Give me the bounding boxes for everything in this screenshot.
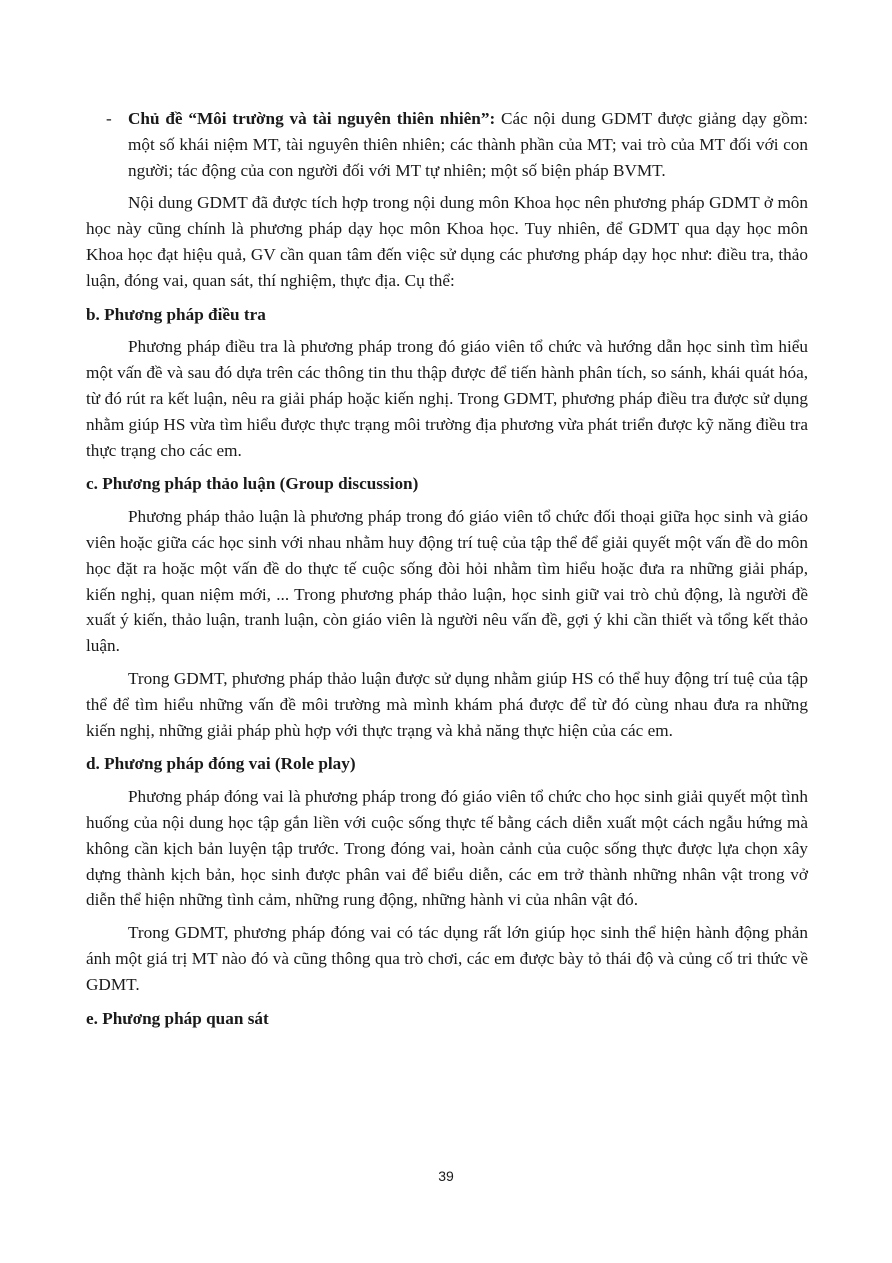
section-c-paragraph-2: Trong GDMT, phương pháp thảo luận được sử dụng nhằm giúp HS có thể huy động trí tuệ của tập thể để tìm hiểu những vấn đề môi trường mà mình khám phá được để từ đó cùng nhau đưa ra những kiến nghị, những giải pháp phù hợp với thực trạng và khả năng thực hiện của các em.: [86, 668, 808, 740]
intro-paragraph: Nội dung GDMT đã được tích hợp trong nội dung môn Khoa học nên phương pháp GDMT ở môn học này cũng chính là phương pháp dạy học môn Khoa học. Tuy nhiên, để GDMT qua dạy học môn Khoa học đạt hiệu quả, GV cần quan tâm đến việc sử dụng các phương pháp dạy học như: điều tra, thảo luận, đóng vai, quan sát, thí nghiệm, thực địa. Cụ thể:: [86, 193, 808, 290]
section-d-paragraph-1: Phương pháp đóng vai là phương pháp trong đó giáo viên tổ chức cho học sinh giải quyết một tình huống của nội dung học tập gắn liền với cuộc sống thực tế bằng cách diễn xuất một cách ngẫu hứng mà không cần kịch bản luyện tập trước. Trong đóng vai, hoàn cảnh của cuộc sống thực được lựa chọn xây dựng thành kịch bản, học sinh được phân vai để biểu diễn, các em trở thành những nhân vật trong vở diễn thể hiện những tình cảm, những rung động, những hành vi của nhân vật đó.: [86, 787, 808, 910]
bullet-dash: -: [106, 109, 112, 128]
section-heading-b: b. Phương pháp điều tra: [86, 304, 266, 324]
section-heading-c: c. Phương pháp thảo luận (Group discussion): [86, 474, 419, 494]
bullet-lead: Chủ đề “Môi trường và tài nguyên thiên nhiên”:: [128, 109, 496, 128]
bullet-item: [86, 106, 808, 183]
section-b-paragraph-1: Phương pháp điều tra là phương pháp trong đó giáo viên tổ chức và hướng dẫn học sinh tìm hiểu một vấn đề và sau đó dựa trên các thông tin thu thập được để tiến hành phân tích, so sánh, khái quát hóa, từ đó rút ra kết luận, nêu ra giải pháp hoặc kiến nghị. Trong GDMT, phương pháp điều tra được sử dụng nhằm giúp HS vừa tìm hiểu được thực trạng môi trường địa phương vừa phát triển được kỹ năng điều tra thực trạng cho các em.: [86, 337, 808, 460]
section-d-paragraph-2: Trong GDMT, phương pháp đóng vai có tác dụng rất lớn giúp học sinh thể hiện hành động phản ánh một giá trị MT nào đó và cũng thông qua trò chơi, các em được bày tỏ thái độ và củng cố tri thức về GDMT.: [86, 923, 808, 994]
bullet-body: Các nội dung GDMT được giảng dạy gồm: một số khái niệm MT, tài nguyên thiên nhiên; các thành phần của MT; vai trò của MT đối với con người; tác động của con người đối với MT tự nhiên; một số biện pháp BVMT.: [128, 109, 808, 180]
section-heading-d: d. Phương pháp đóng vai (Role play): [86, 754, 356, 774]
document-page: [86, 106, 808, 1031]
section-heading-e: e. Phương pháp quan sát: [86, 1008, 269, 1028]
page-number: 39: [438, 1168, 454, 1184]
bullet-text: [128, 106, 808, 183]
section-c-paragraph-1: Phương pháp thảo luận là phương pháp trong đó giáo viên tổ chức đối thoại giữa học sinh và giáo viên hoặc giữa các học sinh với nhau nhằm huy động trí tuệ của tập thể để giải quyết một vấn đề do môn học đặt ra hoặc một vấn đề do thực tế cuộc sống đòi hỏi nhằm tìm hiểu hoặc đưa ra những giải pháp, kiến nghị, quan niệm mới, ... Trong phương pháp thảo luận, học sinh giữ vai trò chủ động, là người đề xuất ý kiến, thảo luận, tranh luận, còn giáo viên là người nêu vấn đề, gợi ý khi cần thiết và tổng kết thảo luận.: [86, 507, 808, 656]
